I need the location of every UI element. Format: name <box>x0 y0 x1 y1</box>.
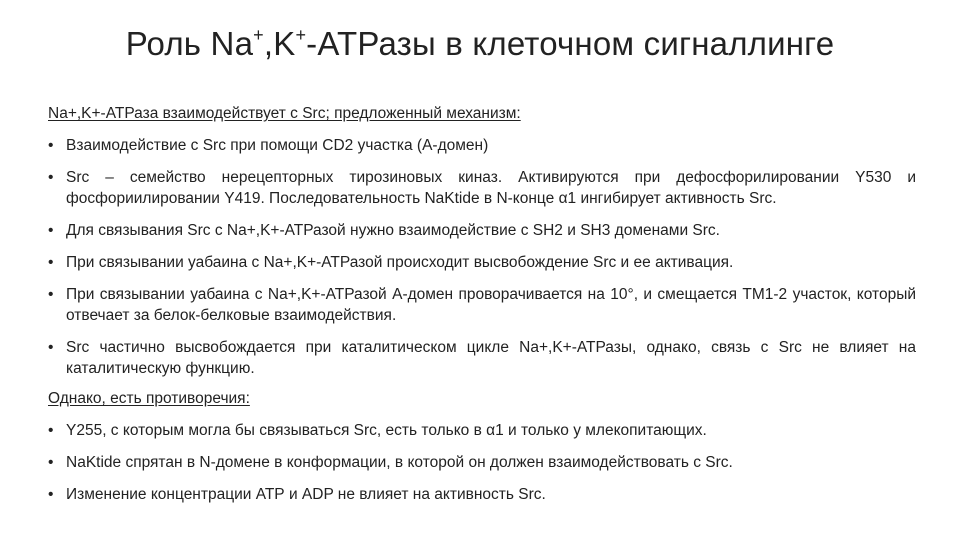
bullet-icon: • <box>48 486 54 503</box>
list-item-text: Изменение концентрации АТР и ADP не влияет на активность Src. <box>66 486 546 503</box>
title-part-2: ,K <box>263 25 296 62</box>
list-item-text: Y255, с которым могла бы связываться Src, есть только в α1 и только у млекопитающих. <box>66 422 707 439</box>
section-heading-mechanism: Na+,K+-АТРаза взаимодействует с Src; предложенный механизм: <box>48 105 521 122</box>
list-item-text: NaKtide спрятан в N-домене в конформации, в которой он должен взаимодействовать с Src. <box>66 454 733 471</box>
title-part-1: Роль Na <box>125 25 254 62</box>
list-item <box>48 135 916 156</box>
bullet-icon: • <box>48 222 54 239</box>
list-item <box>48 252 916 273</box>
section-heading-contradictions: Однако, есть противоречия: <box>48 390 250 407</box>
list-item <box>48 452 916 473</box>
slide-body <box>48 103 916 505</box>
title-sup-1: + <box>253 25 264 45</box>
list-item <box>48 337 916 379</box>
contradictions-list <box>48 420 916 505</box>
list-item <box>48 167 916 209</box>
bullet-icon: • <box>48 169 54 186</box>
bullet-icon: • <box>48 137 54 154</box>
list-item-text: При связывании уабаина с Na+,K+-АТРазой А-домен проворачивается на 10°, и смещается TM1-2 участок, который отвечает за белок-белковые взаимодействия. <box>66 286 916 324</box>
title-sup-2: + <box>295 25 307 45</box>
list-item <box>48 220 916 241</box>
mechanism-list <box>48 135 916 379</box>
title-part-3: -АТРазы в клеточном сигналлинге <box>306 25 835 62</box>
bullet-icon: • <box>48 254 54 271</box>
bullet-icon: • <box>48 454 54 471</box>
bullet-icon: • <box>48 339 54 356</box>
list-item <box>48 284 916 326</box>
list-item-text: Src – семейство нерецепторных тирозиновых киназ. Активируются при дефосфорилировании Y530 и фосфориилировании Y419. Последовательность NaKtide в N-конце α1 ингибирует активность Src. <box>66 169 916 207</box>
slide-title <box>0 22 960 66</box>
list-item-text: Взаимодействие с Src при помощи CD2 участка (А-домен) <box>66 137 489 154</box>
list-item-text: Для связывания Src с Na+,K+-АТРазой нужно взаимодействие с SH2 и SH3 доменами Src. <box>66 222 720 239</box>
bullet-icon: • <box>48 286 54 303</box>
list-item-text: Src частично высвобождается при каталитическом цикле Na+,K+-АТРазы, однако, связь с Src не влияет на каталитическую функцию. <box>66 339 916 377</box>
list-item <box>48 420 916 441</box>
bullet-icon: • <box>48 422 54 439</box>
list-item-text: При связывании уабаина с Na+,K+-АТРазой происходит высвобождение Src и ее активация. <box>66 254 734 271</box>
list-item <box>48 484 916 505</box>
